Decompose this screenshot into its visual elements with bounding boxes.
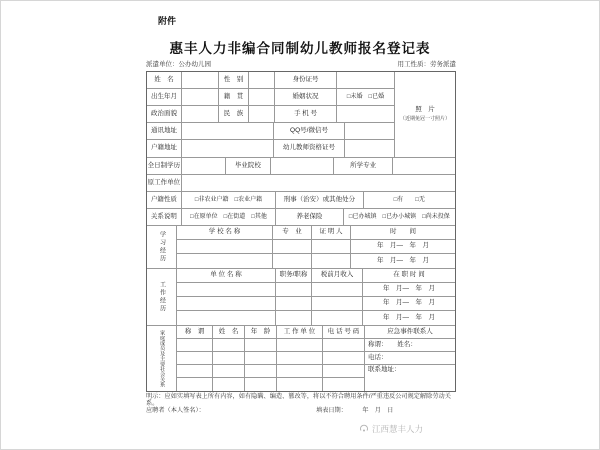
family-employer-cell bbox=[277, 339, 323, 351]
ethnicity-label: 民 族 bbox=[219, 106, 249, 122]
penalty-label: 刑事（治安）或其他处分 bbox=[276, 192, 363, 208]
signature-row bbox=[146, 405, 456, 414]
registration-form-table bbox=[146, 71, 456, 392]
gender-label: 性 别 bbox=[219, 72, 249, 88]
family-phone-cell bbox=[323, 339, 365, 351]
ethnicity-value-cell bbox=[249, 106, 275, 122]
watermark bbox=[359, 423, 423, 435]
mailing-address-value-cell bbox=[182, 123, 274, 139]
household-type-options: □非农业户籍 □农业户籍 bbox=[182, 192, 276, 208]
signature-label: 应聘者（本人签名）： bbox=[146, 407, 205, 414]
study-time-cell: 年 月— 年 月 bbox=[377, 256, 429, 264]
form-title: 惠丰人力非编合同制幼儿教师报名登记表 bbox=[169, 41, 431, 56]
family-relation-header: 称 谓 bbox=[177, 326, 213, 338]
work-header-row bbox=[177, 269, 455, 283]
work-title-cell bbox=[276, 297, 312, 310]
study-row bbox=[177, 254, 455, 268]
photo-note: （近期免冠一寸照片） bbox=[399, 115, 450, 122]
study-major-header: 专 业 bbox=[273, 226, 312, 239]
study-witness-cell bbox=[312, 254, 351, 268]
qq-wechat-label: QQ号/微信号 bbox=[274, 123, 345, 139]
row-household-type bbox=[147, 192, 455, 209]
family-age-cell bbox=[245, 365, 277, 377]
row-household-address bbox=[147, 140, 395, 157]
family-employer-cell bbox=[277, 365, 323, 377]
mailing-address-label: 通讯地址 bbox=[147, 123, 182, 139]
study-school-cell bbox=[177, 240, 273, 253]
study-school-cell bbox=[177, 254, 273, 268]
date-label: 填表日期： 年 月 日 bbox=[316, 407, 394, 414]
family-relation-cell bbox=[177, 352, 213, 364]
native-place-value-cell bbox=[249, 89, 275, 105]
household-address-label: 户籍地址 bbox=[147, 140, 182, 157]
work-income-header: 税前月收入 bbox=[312, 269, 363, 282]
work-title-cell bbox=[276, 283, 312, 296]
work-unit-header: 单 位 名 称 bbox=[177, 269, 276, 282]
id-number-label: 身份证号 bbox=[275, 72, 337, 88]
family-name-cell bbox=[213, 365, 245, 377]
photo-label: 照 片 bbox=[415, 106, 435, 114]
name-value-cell bbox=[182, 72, 219, 88]
study-section bbox=[147, 226, 455, 269]
qq-wechat-value-cell bbox=[345, 123, 395, 139]
row-birth bbox=[147, 89, 395, 106]
dispatch-unit-label: 派遣单位：公办幼儿园 bbox=[146, 61, 211, 68]
study-row bbox=[177, 240, 455, 254]
work-time-cell: 年 月— 年 月 bbox=[383, 313, 435, 321]
family-section-label: 家庭成员及主要社会关系 bbox=[147, 326, 177, 391]
family-relation-cell bbox=[177, 378, 213, 391]
family-row bbox=[177, 352, 365, 365]
work-section-label: 工作经历 bbox=[147, 269, 177, 325]
study-section-label: 学习经历 bbox=[147, 226, 177, 268]
family-relation-cell bbox=[177, 339, 213, 351]
study-header-row bbox=[177, 226, 455, 240]
family-relation-cell bbox=[177, 365, 213, 377]
family-row bbox=[177, 365, 365, 378]
declaration-note: 明示：应如实填写表上所有内容，如有隐瞒、编造、篡改等，将以不符合聘用条件/严重违反公司规定解除劳动关系。 bbox=[146, 393, 451, 408]
work-title-cell bbox=[276, 311, 312, 325]
family-section bbox=[147, 326, 455, 391]
household-type-label: 户籍性质 bbox=[147, 192, 182, 208]
attachment-label: 附件 bbox=[158, 16, 177, 26]
birth-label: 出生年月 bbox=[147, 89, 182, 105]
work-income-cell bbox=[312, 311, 363, 325]
emergency-contact-header: 应急事件联系人 bbox=[387, 327, 433, 335]
political-status-label: 政治面貌 bbox=[147, 106, 182, 122]
major-value-cell bbox=[393, 158, 455, 174]
emergency-header-row bbox=[365, 326, 455, 339]
family-name-header: 姓 名 bbox=[213, 326, 245, 338]
work-title-header: 职务/职称 bbox=[276, 269, 312, 282]
marital-status-label: 婚姻状况 bbox=[275, 89, 337, 105]
family-header-row bbox=[177, 326, 365, 339]
subheader-row bbox=[146, 59, 456, 68]
marital-status-options: □未婚 □已婚 bbox=[337, 89, 395, 105]
household-address-value-cell bbox=[182, 140, 274, 157]
pension-options: □已办城镇 □已办小城镇 □尚未投保 bbox=[348, 214, 450, 220]
birth-value-cell bbox=[182, 89, 219, 105]
study-witness-header: 证 明 人 bbox=[312, 226, 351, 239]
work-time-cell: 年 月— 年 月 bbox=[383, 299, 435, 307]
work-time-header: 在 职 时 间 bbox=[393, 271, 425, 279]
gender-value-cell bbox=[249, 72, 275, 88]
row-address bbox=[147, 123, 395, 140]
penalty-options: □有 □无 bbox=[393, 197, 425, 203]
education-value-cell bbox=[182, 158, 226, 174]
work-income-cell bbox=[312, 297, 363, 310]
work-section bbox=[147, 269, 455, 326]
work-row bbox=[177, 311, 455, 325]
name-label: 姓 名 bbox=[147, 72, 182, 88]
family-age-cell bbox=[245, 339, 277, 351]
study-major-cell bbox=[273, 240, 312, 253]
row-name bbox=[147, 72, 395, 89]
family-phone-cell bbox=[323, 352, 365, 364]
emergency-row bbox=[365, 365, 455, 391]
study-time-header: 时 间 bbox=[390, 228, 416, 236]
former-employer-label: 原工作单位 bbox=[147, 175, 182, 191]
family-employer-cell bbox=[277, 352, 323, 364]
mobile-value-cell bbox=[337, 106, 395, 122]
emergency-relation-name-cell: 称谓： 姓名： bbox=[368, 340, 417, 348]
row-former-employer bbox=[147, 175, 455, 192]
work-time-cell: 年 月— 年 月 bbox=[383, 285, 435, 293]
photo-cell bbox=[395, 72, 455, 157]
employment-nature-label: 用工性质：劳务派遣 bbox=[397, 61, 456, 68]
work-unit-cell bbox=[177, 311, 276, 325]
family-name-cell bbox=[213, 339, 245, 351]
work-unit-cell bbox=[177, 297, 276, 310]
political-status-value-cell bbox=[182, 106, 219, 122]
row-relation bbox=[147, 209, 455, 226]
mobile-label: 手 机 号 bbox=[275, 106, 337, 122]
watermark-text: 江西慧丰人力 bbox=[372, 424, 424, 434]
study-school-header: 学 校 名 称 bbox=[177, 226, 273, 239]
row-political bbox=[147, 106, 395, 123]
family-row bbox=[177, 378, 365, 391]
former-employer-value-cell bbox=[182, 175, 455, 191]
relation-label: 关系说明 bbox=[147, 209, 182, 225]
work-income-cell bbox=[312, 283, 363, 296]
major-label: 所学专业 bbox=[334, 158, 394, 174]
emergency-phone-cell: 电话： bbox=[368, 353, 388, 361]
work-row bbox=[177, 283, 455, 297]
family-phone-cell bbox=[323, 378, 365, 391]
family-phone-cell bbox=[323, 365, 365, 377]
huifeng-logo-icon bbox=[359, 423, 369, 435]
study-major-cell bbox=[273, 254, 312, 268]
row-education bbox=[147, 158, 455, 175]
family-name-cell bbox=[213, 352, 245, 364]
basic-info-group bbox=[147, 72, 455, 158]
teacher-cert-value-cell bbox=[345, 140, 395, 157]
work-unit-cell bbox=[177, 283, 276, 296]
emergency-row bbox=[365, 352, 455, 365]
study-witness-cell bbox=[312, 240, 351, 253]
college-value-cell bbox=[271, 158, 334, 174]
teacher-cert-label: 幼儿教师资格证号 bbox=[274, 140, 345, 157]
family-employer-header: 工 作 单 位 bbox=[277, 326, 323, 338]
native-place-label: 籍 贯 bbox=[219, 89, 249, 105]
emergency-address-cell: 联系地址： bbox=[368, 366, 401, 373]
family-age-cell bbox=[245, 352, 277, 364]
emergency-row bbox=[365, 339, 455, 352]
family-age-cell bbox=[245, 378, 277, 391]
family-phone-header: 电 话 号 码 bbox=[323, 326, 365, 338]
college-label: 毕业院校 bbox=[226, 158, 272, 174]
relation-options: □在原单位 □在街道 □其他 bbox=[182, 209, 276, 225]
family-row bbox=[177, 339, 365, 352]
id-number-value-cell bbox=[337, 72, 395, 88]
education-label: 全日制学历 bbox=[147, 158, 182, 174]
family-name-cell bbox=[213, 378, 245, 391]
pension-label: 养老保险 bbox=[276, 209, 344, 225]
work-row bbox=[177, 297, 455, 311]
family-employer-cell bbox=[277, 378, 323, 391]
family-age-header: 年 龄 bbox=[245, 326, 277, 338]
study-time-cell: 年 月— 年 月 bbox=[377, 242, 429, 250]
